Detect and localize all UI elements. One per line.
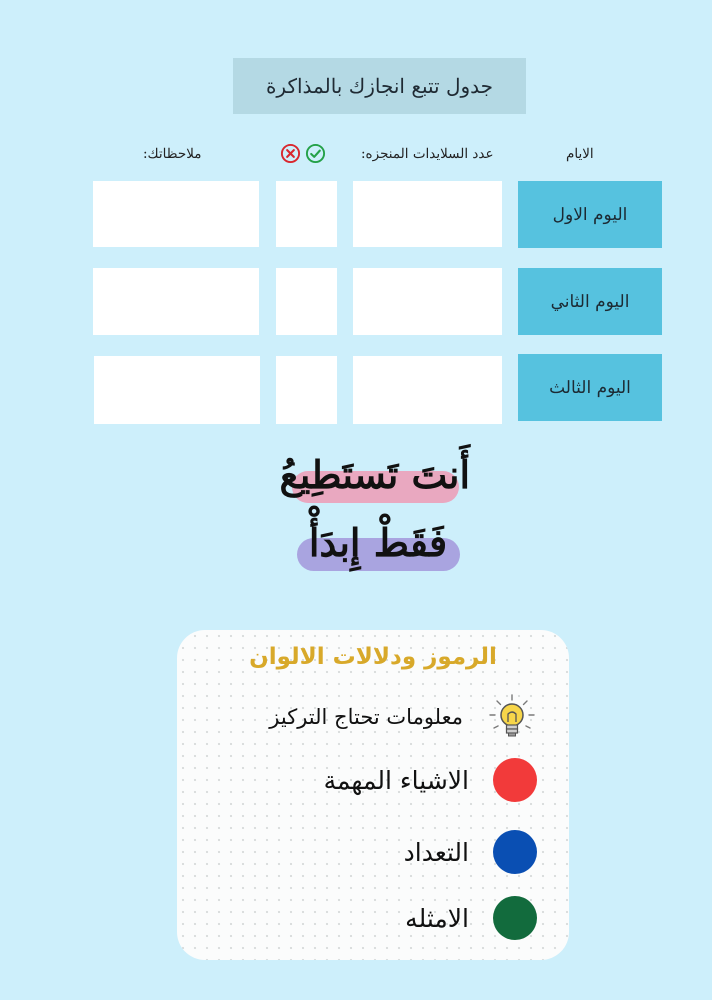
- page-title: جدول تتبع انجازك بالمذاكرة: [233, 58, 526, 114]
- notes-input-3[interactable]: [94, 356, 260, 424]
- legend-item-enumeration: [404, 830, 537, 874]
- red-dot-icon: [493, 758, 537, 802]
- lightbulb-icon: [487, 692, 537, 742]
- slides-input-1[interactable]: [353, 181, 502, 247]
- legend-item-important: [324, 758, 537, 802]
- notes-input-1[interactable]: [93, 181, 259, 247]
- header-days: الايام: [566, 146, 594, 162]
- motto-line-2: فَقَطْ إِبدَأْ: [308, 520, 448, 565]
- legend-label-focus: معلومات تحتاج التركيز: [269, 705, 463, 729]
- day-cell-2: اليوم الثاني: [518, 268, 662, 335]
- legend-item-examples: [405, 896, 537, 940]
- slides-input-2[interactable]: [353, 268, 502, 335]
- legend-title: الرموز ودلالات الالوان: [249, 644, 497, 670]
- legend-label-important: الاشياء المهمة: [323, 765, 469, 795]
- x-icon: [280, 143, 301, 164]
- status-icons: [280, 143, 326, 164]
- legend-label-examples: الامثله: [405, 903, 469, 933]
- status-input-1[interactable]: [276, 181, 337, 247]
- status-input-3[interactable]: [276, 356, 337, 424]
- slides-input-3[interactable]: [353, 356, 502, 424]
- legend-label-enumeration: التعداد: [403, 837, 469, 867]
- green-dot-icon: [493, 896, 537, 940]
- motto-line-1: أَنتَ تَستَطِيعُ: [279, 452, 470, 497]
- day-cell-1: اليوم الاول: [518, 181, 662, 248]
- header-notes: ملاحظاتك:: [143, 146, 202, 162]
- blue-dot-icon: [493, 830, 537, 874]
- status-input-2[interactable]: [276, 268, 337, 335]
- check-icon: [305, 143, 326, 164]
- day-cell-3: اليوم الثالث: [518, 354, 662, 421]
- legend-item-focus: [269, 692, 537, 742]
- legend-card: [177, 630, 569, 960]
- notes-input-2[interactable]: [93, 268, 259, 335]
- header-slides: عدد السلايدات المنجزه:: [361, 146, 494, 162]
